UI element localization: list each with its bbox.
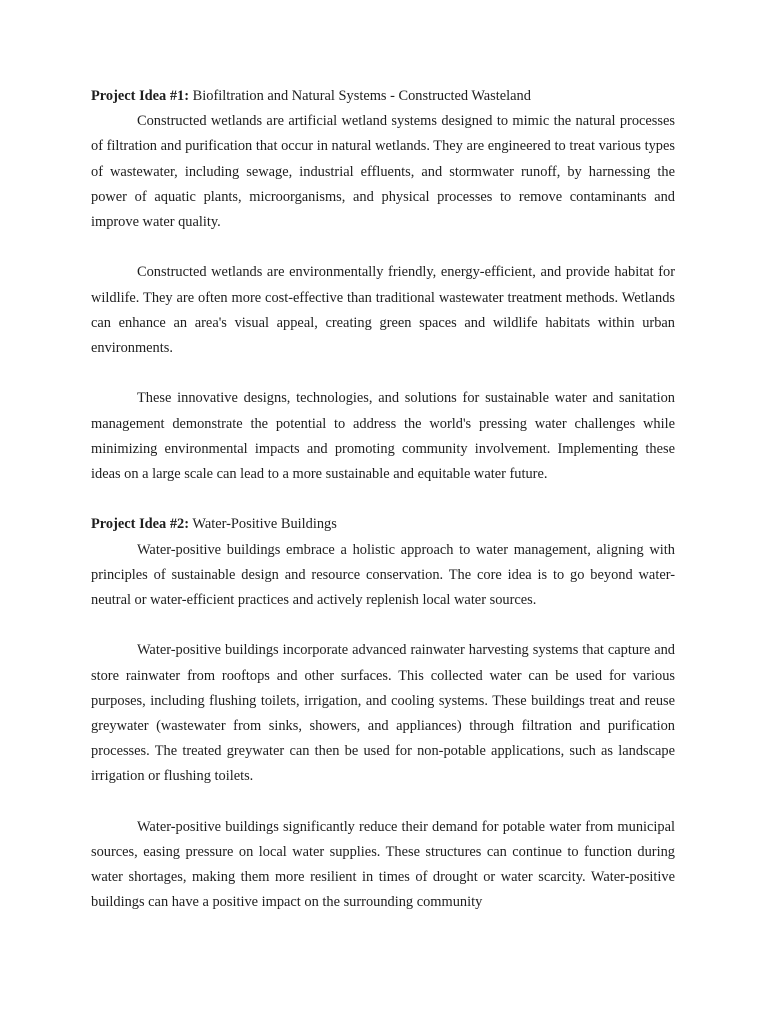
project-2-paragraph-2: Water-positive buildings incorporate advanced rainwater harvesting systems that capture and store rainwater from rooftops and other surfaces. This collected water can be used for various purposes, including flushing toilets, irrigation, and cooling systems. These buildings treat and reuse greywater (wastewater from sinks, showers, and appliances) through filtration and purification processes. The treated greywater can then be used for non-potable applications, such as landscape irrigation or flushing toilets. (91, 642, 675, 785)
project-2-paragraph-1: Water-positive buildings embrace a holistic approach to water management, aligning with principles of sustainable design and resource conservation. The core idea is to go beyond water-neutral or water-efficient practices and actively replenish local water sources. (91, 541, 675, 609)
project-1-heading (91, 84, 675, 109)
paragraph-spacer (91, 613, 675, 638)
paragraph-spacer (91, 361, 675, 386)
project-1-title: Biofiltration and Natural Systems - Constructed Wasteland (192, 88, 531, 104)
project-1-label: Project Idea #1: (91, 88, 190, 104)
project-1-paragraph-2: Constructed wetlands are environmentally friendly, energy-efficient, and provide habitat for wildlife. They are often more cost-effective than traditional wastewater treatment methods. Wetlands can enhance an area's visual appeal, creating green spaces and wildlife habitats within urban environments. (91, 264, 675, 357)
project-2-paragraph-3: Water-positive buildings significantly reduce their demand for potable water from municipal sources, easing pressure on local water supplies. These structures can continue to function during water shortages, making them more resilient in times of drought or water scarcity. Water-positive buildings can have a positive impact on the surrounding community (91, 818, 675, 911)
project-1-paragraph-3: These innovative designs, technologies, and solutions for sustainable water and sanitation management demonstrate the potential to address the world's pressing water challenges while minimizing environmental impacts and promoting community involvement. Implementing these ideas on a large scale can lead to a more sustainable and equitable water future. (91, 390, 675, 483)
paragraph-spacer (91, 235, 675, 260)
paragraph-spacer (91, 790, 675, 815)
project-2-label: Project Idea #2: (91, 516, 190, 533)
document-page (91, 84, 675, 916)
project-1-paragraph-1: Constructed wetlands are artificial wetland systems designed to mimic the natural processes of filtration and purification that occur in natural wetlands. They are engineered to treat various types of wastewater, including sewage, industrial effluents, and stormwater runoff, by harnessing the power of aquatic plants, microorganisms, and physical processes to remove contaminants and improve water quality. (91, 113, 675, 231)
project-2-title: Water-Positive Buildings (192, 516, 337, 533)
section-spacer (91, 487, 675, 512)
project-2-heading (91, 512, 675, 537)
